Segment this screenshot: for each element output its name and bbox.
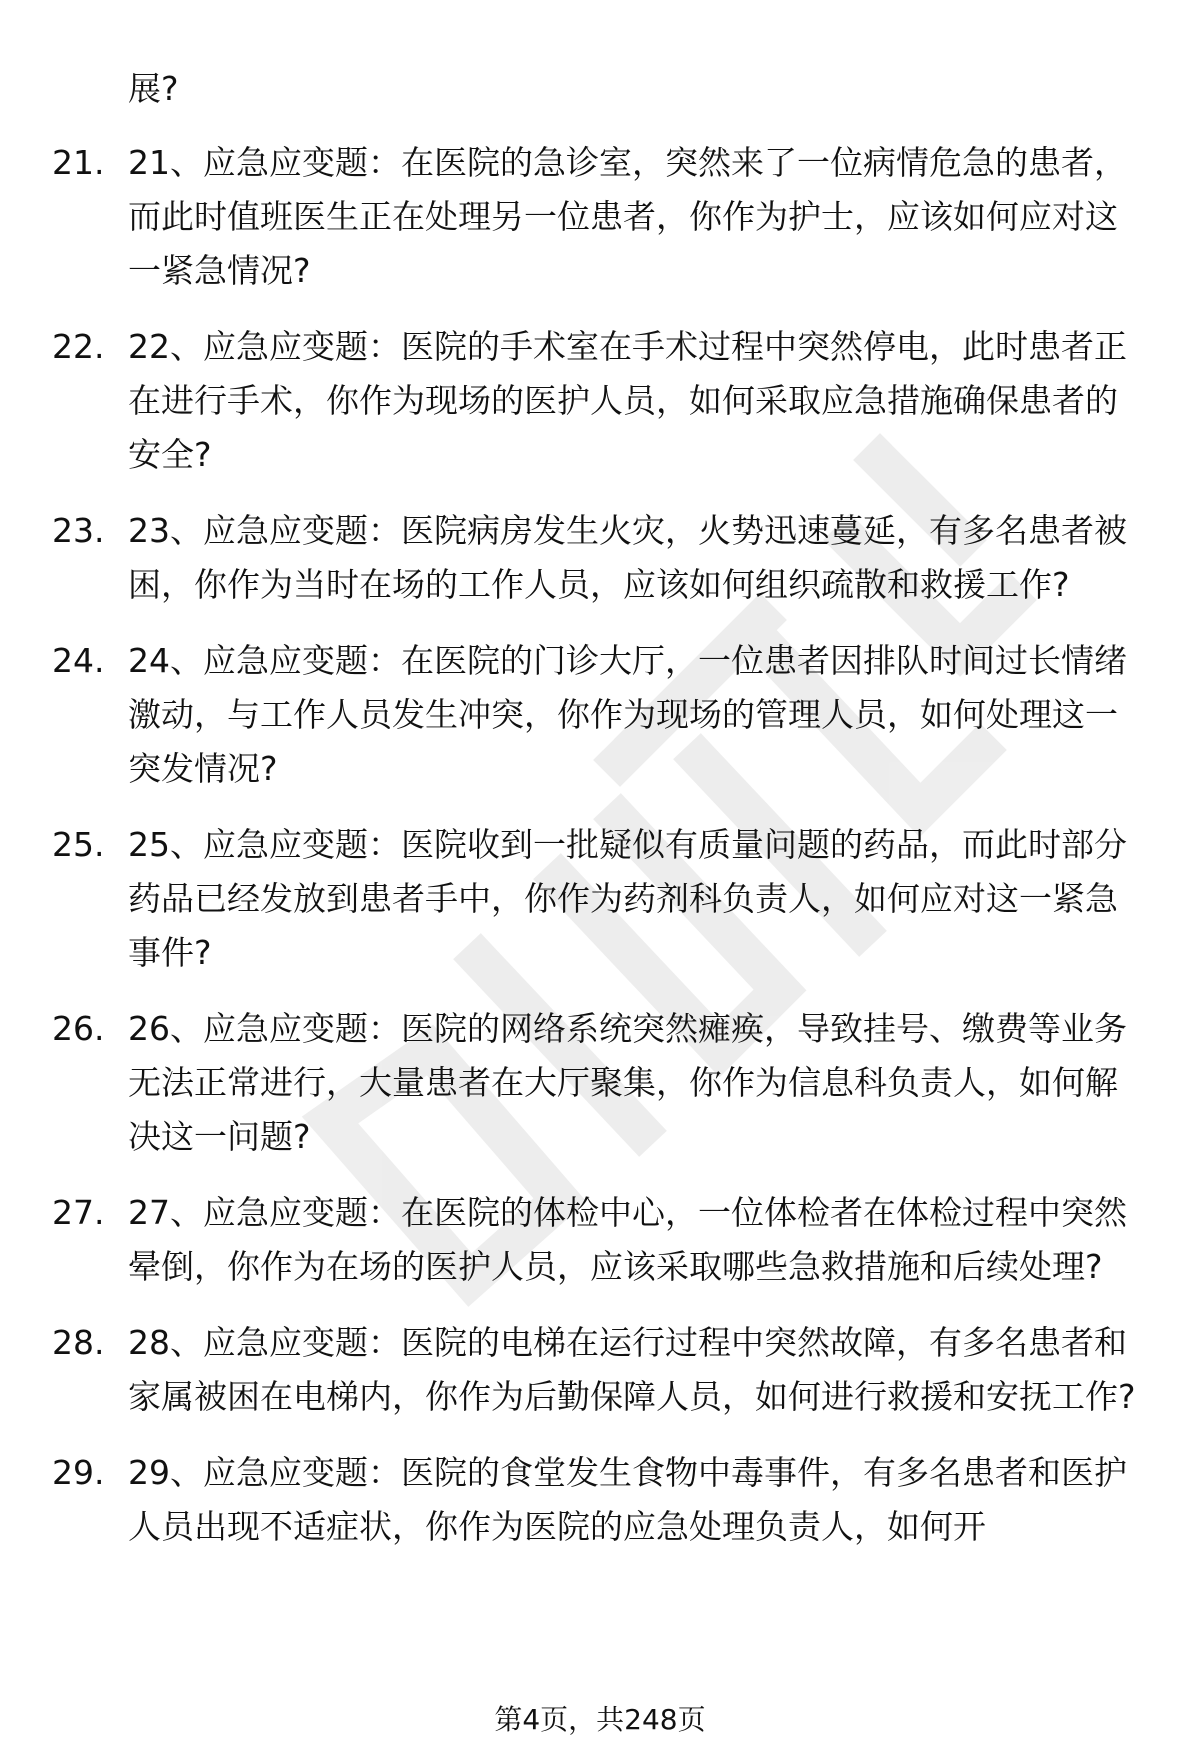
list-item <box>0 818 1148 980</box>
item-number: 22. <box>52 327 105 366</box>
item-number: 26. <box>52 1009 105 1048</box>
item-number: 27. <box>52 1193 105 1232</box>
list-item <box>0 1002 1148 1164</box>
question-list <box>0 136 1200 1576</box>
page-number: 第4页，共248页 <box>494 1703 706 1736</box>
item-text: 28、应急应变题：医院的电梯在运行过程中突然故障，有多名患者和家属被困在电梯内，你作为后勤保障人员，如何进行救援和安抚工作? <box>128 1323 1136 1416</box>
item-number: 23. <box>52 511 105 550</box>
item-text: 26、应急应变题：医院的网络系统突然瘫痪，导致挂号、缴费等业务无法正常进行，大量患者在大厅聚集，你作为信息科负责人，如何解决这一问题? <box>128 1009 1127 1156</box>
item-number: 28. <box>52 1323 105 1362</box>
item-text: 21、应急应变题：在医院的急诊室，突然来了一位病情危急的患者，而此时值班医生正在处理另一位患者，你作为护士，应该如何应对这一紧急情况? <box>128 143 1127 290</box>
item-text: 29、应急应变题：医院的食堂发生食物中毒事件，有多名患者和医护人员出现不适症状，你作为医院的应急处理负责人，如何开 <box>128 1453 1127 1546</box>
item-text: 24、应急应变题：在医院的门诊大厅，一位患者因排队时间过长情绪激动，与工作人员发生冲突，你作为现场的管理人员，如何处理这一突发情况? <box>128 641 1127 788</box>
list-item <box>0 634 1148 796</box>
carryover-text: 展? <box>128 69 179 108</box>
list-item <box>0 1446 1148 1554</box>
list-item <box>0 320 1148 482</box>
item-number: 29. <box>52 1453 105 1492</box>
item-text: 27、应急应变题：在医院的体检中心，一位体检者在体检过程中突然晕倒，你作为在场的医护人员，应该采取哪些急救措施和后续处理? <box>128 1193 1127 1286</box>
list-item <box>0 136 1148 298</box>
item-text: 22、应急应变题：医院的手术室在手术过程中突然停电，此时患者正在进行手术，你作为现场的医护人员，如何采取应急措施确保患者的安全? <box>128 327 1127 474</box>
list-item <box>0 1316 1148 1424</box>
item-text: 23、应急应变题：医院病房发生火灾，火势迅速蔓延，有多名患者被困，你作为当时在场的工作人员，应该如何组织疏散和救援工作? <box>128 511 1127 604</box>
list-item <box>0 504 1148 612</box>
item-number: 21. <box>52 143 105 182</box>
item-number: 25. <box>52 825 105 864</box>
item-number: 24. <box>52 641 105 680</box>
item-text: 25、应急应变题：医院收到一批疑似有质量问题的药品，而此时部分药品已经发放到患者手中，你作为药剂科负责人，如何应对这一紧急事件? <box>128 825 1127 972</box>
list-item <box>0 1186 1148 1294</box>
